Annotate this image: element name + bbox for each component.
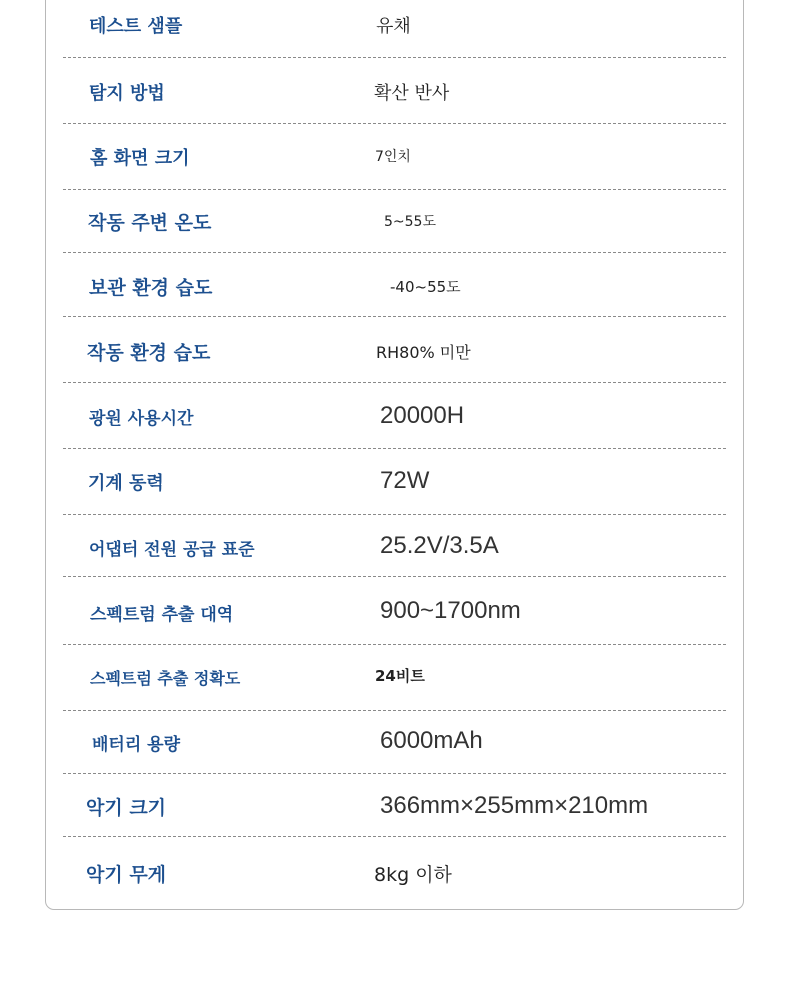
spec-value-detection-method: 확산 반사 [374,83,450,104]
spec-label-machine-power: 기계 동력 [88,473,164,494]
spec-value-storage-humidity: -40~55도 [390,278,461,296]
row-divider [63,514,726,515]
spec-label-instrument-size: 악기 크기 [86,797,167,819]
spec-label-adapter-power: 어댑터 전원 공급 표준 [89,540,255,560]
row-divider [63,448,726,449]
spec-value-screen-size: 7인치 [375,149,411,165]
row-divider [63,382,726,383]
spec-value-adapter-power: 25.2V/3.5A [380,532,499,559]
spec-label-test-sample: 테스트 샘플 [89,16,183,37]
row-divider [63,189,726,190]
row-divider [63,57,726,58]
spec-label-screen-size: 홈 화면 크기 [90,148,190,169]
row-divider [63,710,726,711]
spec-label-spectrum-accuracy: 스펙트럼 추출 정확도 [90,669,241,688]
row-divider [63,836,726,837]
spec-label-operating-humidity: 작동 환경 습도 [87,342,211,364]
spec-value-instrument-size: 366mm×255mm×210mm [380,792,649,819]
spec-label-detection-method: 탐지 방법 [89,83,165,104]
spec-value-operating-humidity: RH80% 미만 [376,343,471,362]
row-divider [63,773,726,774]
spec-label-spectrum-band: 스펙트럼 추출 대역 [90,605,234,625]
spec-value-machine-power: 72W [380,467,430,494]
spec-label-storage-humidity: 보관 환경 습도 [89,277,213,299]
row-divider [63,123,726,124]
row-divider [63,252,726,253]
spec-label-battery-capacity: 배터리 용량 [92,735,181,755]
spec-value-light-source-life: 20000H [380,402,465,429]
spec-value-spectrum-band: 900~1700nm [380,597,521,624]
spec-value-test-sample: 유채 [376,16,411,37]
row-divider [63,576,726,577]
spec-value-operating-temp: 5~55도 [384,214,436,230]
row-divider [63,316,726,317]
spec-value-spectrum-accuracy: 24비트 [375,667,425,685]
spec-value-battery-capacity: 6000mAh [380,727,483,754]
row-divider [63,644,726,645]
spec-label-light-source-life: 광원 사용시간 [89,409,194,429]
spec-label-operating-temp: 작동 주변 온도 [88,212,212,234]
spec-value-instrument-weight: 8kg 이하 [374,864,452,886]
spec-label-instrument-weight: 악기 무게 [86,864,167,886]
